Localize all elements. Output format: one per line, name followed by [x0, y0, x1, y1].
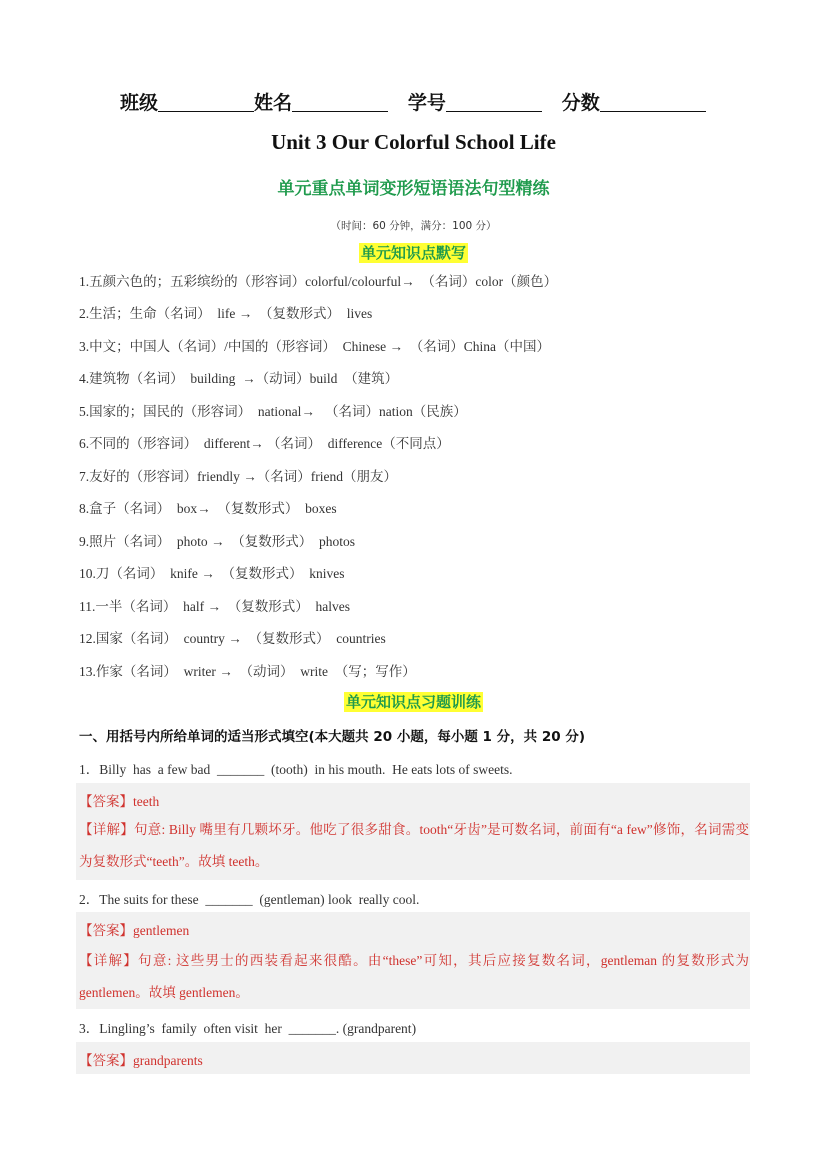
score-blank[interactable]	[600, 91, 706, 112]
vocab-item: 13.作家（名词） writer → （动词） write （写；写作）	[79, 664, 416, 679]
class-label: 班级	[120, 92, 159, 114]
detail-explanation: 【详解】句意: 这些男士的西装看起来很酷。由“these”可知，其后应接复数名词，gentleman 的复数形式为 gentlemen。故填 gentlemen。	[79, 953, 749, 1000]
question-text: 2．The suits for these _______ (gentleman) look really cool.	[79, 892, 420, 907]
answer-line: 【答案】gentlemen	[79, 923, 190, 938]
answer-line: 【答案】teeth	[79, 794, 160, 809]
student-id-blank[interactable]	[446, 91, 542, 112]
name-label: 姓名	[254, 92, 293, 114]
score-label: 分数	[561, 92, 600, 114]
student-info-line	[120, 88, 706, 115]
section-title: 单元知识点习题训练	[345, 693, 481, 711]
vocab-item: 11.一半（名词） half → （复数形式） halves	[79, 599, 350, 614]
part-heading: 一、用括号内所给单词的适当形式填空(本大题共 20 小题，每小题 1 分，共 20 分)	[79, 729, 586, 745]
answer-line: 【答案】grandparents	[79, 1053, 203, 1068]
vocab-item: 8.盒子（名词） box→ （复数形式） boxes	[79, 501, 337, 516]
page-subtitle: 单元重点单词变形短语语法句型精练	[277, 179, 550, 199]
section-title: 单元知识点默写	[360, 244, 466, 262]
vocab-item: 6.不同的（形容词） different→ （名词） difference（不同点）	[79, 436, 450, 451]
section-banner-exercises	[0, 691, 827, 712]
vocab-item: 3.中文；中国人（名词）/中国的（形容词） Chinese → （名词）China（中国）	[79, 339, 550, 354]
vocab-item: 9.照片（名词） photo → （复数形式） photos	[79, 534, 356, 549]
question-text: 3．Lingling’s family often visit her _______. (grandparent)	[79, 1021, 417, 1036]
name-blank[interactable]	[292, 91, 388, 112]
question-text: 1．Billy has a few bad _______ (tooth) in his mouth. He eats lots of sweets.	[79, 762, 513, 777]
student-id-label: 学号	[407, 92, 446, 114]
detail-explanation: 【详解】句意: Billy 嘴里有几颗坏牙。他吃了很多甜食。tooth“牙齿”是可数名词，前面有“a few”修饰，名词需变为复数形式“teeth”。故填 teeth。	[79, 822, 749, 869]
class-blank[interactable]	[158, 91, 254, 112]
page-title: Unit 3 Our Colorful School Life	[271, 130, 556, 154]
vocab-item: 2.生活；生命（名词） life → （复数形式） lives	[79, 306, 373, 321]
vocab-item: 1.五颜六色的；五彩缤纷的（形容词）colorful/colourful→ （名词）color（颜色）	[79, 274, 558, 289]
vocab-item: 7.友好的（形容词）friendly →（名词）friend（朋友）	[79, 469, 397, 484]
section-banner-recall	[0, 242, 827, 263]
vocab-item: 5.国家的；国民的（形容词） national→ （名词）nation（民族）	[79, 404, 467, 419]
time-note: （时间：60 分钟，满分：100 分）	[330, 220, 497, 232]
vocab-item: 4.建筑物（名词） building →（动词）build （建筑）	[79, 371, 399, 386]
vocab-item: 12.国家（名词） country → （复数形式） countries	[79, 631, 386, 646]
vocab-item: 10.刀（名词） knife → （复数形式） knives	[79, 566, 345, 581]
